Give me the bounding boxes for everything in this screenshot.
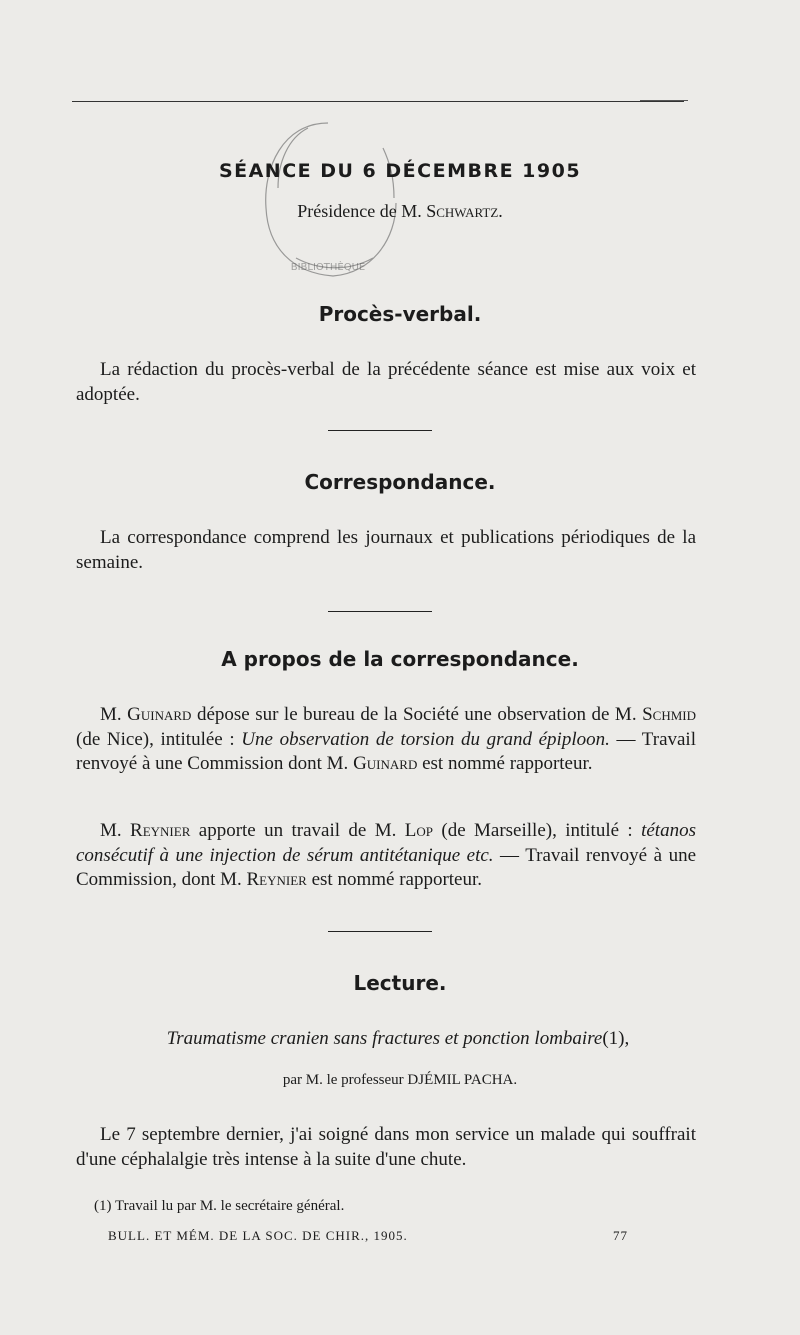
text-run: (de Marseille), intitulé : — [432, 820, 642, 841]
library-stamp — [248, 108, 408, 288]
work-title: Une observation de torsion du grand épiploon. — [241, 728, 610, 750]
footnote: (1) Travail lu par M. le secrétaire général. — [94, 1198, 345, 1214]
lecture-byline: par M. le professeur DJÉMIL PACHA. — [282, 1072, 518, 1088]
president-name: Schwartz. — [426, 201, 503, 221]
text-run: — Travail renvoyé à une Commission dont M. — [76, 728, 696, 774]
journal-reference: BULL. ET MÉM. DE LA SOC. DE CHIR., 1905. — [108, 1228, 408, 1243]
section-separator — [328, 430, 432, 431]
top-rule — [72, 101, 684, 102]
author-name: Schmid — [642, 704, 696, 725]
presidence-prefix: Présidence de M. — [297, 201, 422, 221]
a-propos-paragraph-1 — [76, 703, 696, 777]
author-name: Guinard — [127, 704, 192, 725]
heading-a-propos: A propos de la correspondance. — [221, 647, 579, 671]
footnote-ref: (1), — [602, 1028, 630, 1049]
section-separator — [328, 931, 432, 932]
page-footer — [108, 1228, 628, 1244]
text-run: — Travail renvoyé à une Commission, dont M. — [76, 844, 696, 890]
heading-lecture: Lecture. — [353, 971, 447, 995]
text-run: M. — [100, 704, 128, 725]
text-run: est nommé rapporteur. — [306, 869, 483, 890]
text-run: M. — [100, 820, 131, 841]
text-run: est nommé rapporteur. — [417, 753, 593, 774]
author-name: Reynier — [246, 869, 307, 890]
lecture-title-text: Traumatisme cranien sans fractures et ponction lombaire — [166, 1028, 603, 1049]
stamp-text: BIBLIOTHÈQUE — [290, 262, 366, 273]
heading-proces-verbal: Procès-verbal. — [318, 302, 482, 326]
author-name: Lop — [404, 820, 433, 841]
section-separator — [328, 611, 432, 612]
proces-verbal-text: La rédaction du procès-verbal de la précédente séance est mise aux voix et adoptée. — [76, 359, 696, 405]
page-number: 77 — [613, 1228, 628, 1243]
work-title: tétanos consécutif à une injection de sérum antitétanique etc. — [76, 820, 696, 866]
heading-correspondance: Correspondance. — [304, 470, 496, 494]
text-run: dépose sur le bureau de la Société une observation de M. — [191, 704, 643, 725]
text-run: apporte un travail de M. — [190, 820, 405, 841]
session-title: SÉANCE DU 6 DÉCEMBRE 1905 — [218, 160, 582, 182]
lecture-text: Le 7 septembre dernier, j'ai soigné dans mon service un malade qui souffrait d'une céphalalgie très intense à la suite d'une chute. — [76, 1124, 696, 1170]
correspondance-text: La correspondance comprend les journaux et publications périodiques de la semaine. — [76, 527, 696, 573]
author-name: Guinard — [353, 753, 418, 774]
top-rule-fragment — [640, 100, 688, 101]
a-propos-paragraph-2 — [76, 819, 696, 893]
text-run: (de Nice), intitulée : — [76, 728, 242, 750]
presidence-line — [0, 201, 800, 222]
author-name: Reynier — [130, 820, 191, 841]
lecture-title — [88, 1028, 708, 1050]
